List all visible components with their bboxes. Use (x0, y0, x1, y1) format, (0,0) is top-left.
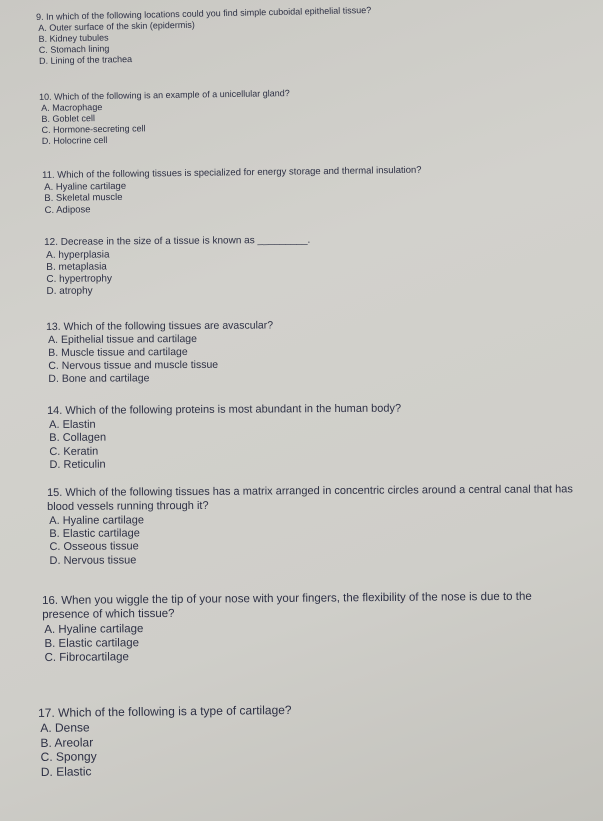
answer-option[interactable]: D. Bone and cartilage (48, 371, 150, 385)
answer-option[interactable]: C. Hormone-secreting cell (41, 123, 146, 136)
question-11 (42, 162, 603, 217)
answer-option[interactable]: A. Hyaline cartilage (49, 513, 145, 527)
answer-option[interactable]: D. Lining of the trachea (38, 54, 133, 67)
question-13 (46, 317, 603, 385)
answer-option[interactable]: C. hypertrophy (46, 273, 113, 285)
question-12 (44, 232, 603, 298)
question-9 (36, 0, 603, 67)
answer-option[interactable]: C. Keratin (49, 445, 99, 458)
question-stem: 15. Which of the following tissues has a matrix arranged in concentric circles around a central canal that has blood vessels running through it? (47, 483, 576, 513)
question-stem: 14. Which of the following proteins is most abundant in the human body? (47, 402, 402, 417)
question-stem: 16. When you wiggle the tip of your nose with your fingers, the flexibility of the nose is due to the presence of which tissue? (42, 590, 535, 622)
question-stem: 10. Which of the following is an example of a unicellular gland? (39, 88, 290, 102)
question-14 (47, 401, 603, 472)
answer-option[interactable]: A. Elastin (49, 418, 96, 431)
question-stem: 17. Which of the following is a type of cartilage? (38, 702, 292, 720)
question-16 (42, 589, 573, 664)
answer-option[interactable]: A. Dense (40, 720, 90, 735)
question-17 (38, 699, 603, 780)
answer-option[interactable]: B. Kidney tubules (38, 32, 109, 45)
answer-option[interactable]: C. Stomach lining (38, 43, 110, 56)
answer-option[interactable]: D. Holocrine cell (41, 135, 108, 147)
answer-option[interactable]: D. Nervous tissue (49, 554, 137, 567)
answer-option[interactable]: B. metaplasia (46, 261, 107, 273)
answer-option[interactable]: B. Elastic cartilage (44, 636, 140, 650)
answer-option[interactable]: D. Elastic (40, 764, 92, 779)
question-10 (39, 83, 603, 147)
answer-option[interactable]: B. Muscle tissue and cartilage (48, 345, 188, 359)
answer-option[interactable]: B. Areolar (40, 734, 94, 750)
answer-option[interactable]: C. Fibrocartilage (44, 651, 129, 664)
answer-option[interactable]: A. Hyaline cartilage (44, 622, 144, 636)
answer-option[interactable]: B. Collagen (49, 431, 107, 445)
answer-option[interactable]: C. Osseous tissue (49, 540, 139, 554)
answer-option[interactable]: A. Hyaline cartilage (44, 180, 127, 193)
answer-option[interactable]: B. Skeletal muscle (44, 192, 123, 205)
answer-option[interactable]: B. Goblet cell (41, 113, 96, 125)
question-stem: 12. Decrease in the size of a tissue is known as _________. (44, 234, 311, 248)
question-15 (47, 483, 593, 568)
answer-option[interactable]: A. Macrophage (41, 102, 103, 114)
question-stem: 13. Which of the following tissues are avascular? (46, 319, 274, 333)
answer-option[interactable]: B. Elastic cartilage (49, 527, 140, 540)
answer-option[interactable]: C. Adipose (44, 204, 91, 216)
answer-option[interactable]: D. Reticulin (49, 458, 106, 471)
answer-option[interactable]: D. atrophy (46, 285, 93, 298)
question-stem: 11. Which of the following tissues is specialized for energy storage and thermal insulation? (42, 164, 422, 181)
answer-option[interactable]: A. Epithelial tissue and cartilage (48, 333, 198, 347)
question-stem: 9. In which of the following locations could you find simple cuboidal epithelial tissue? (36, 4, 372, 22)
answer-option[interactable]: C. Nervous tissue and muscle tissue (48, 358, 219, 372)
answer-option[interactable]: C. Spongy (40, 749, 97, 765)
answer-option[interactable]: A. Outer surface of the skin (epidermis) (38, 19, 195, 34)
answer-option[interactable]: A. hyperplasia (46, 248, 110, 261)
